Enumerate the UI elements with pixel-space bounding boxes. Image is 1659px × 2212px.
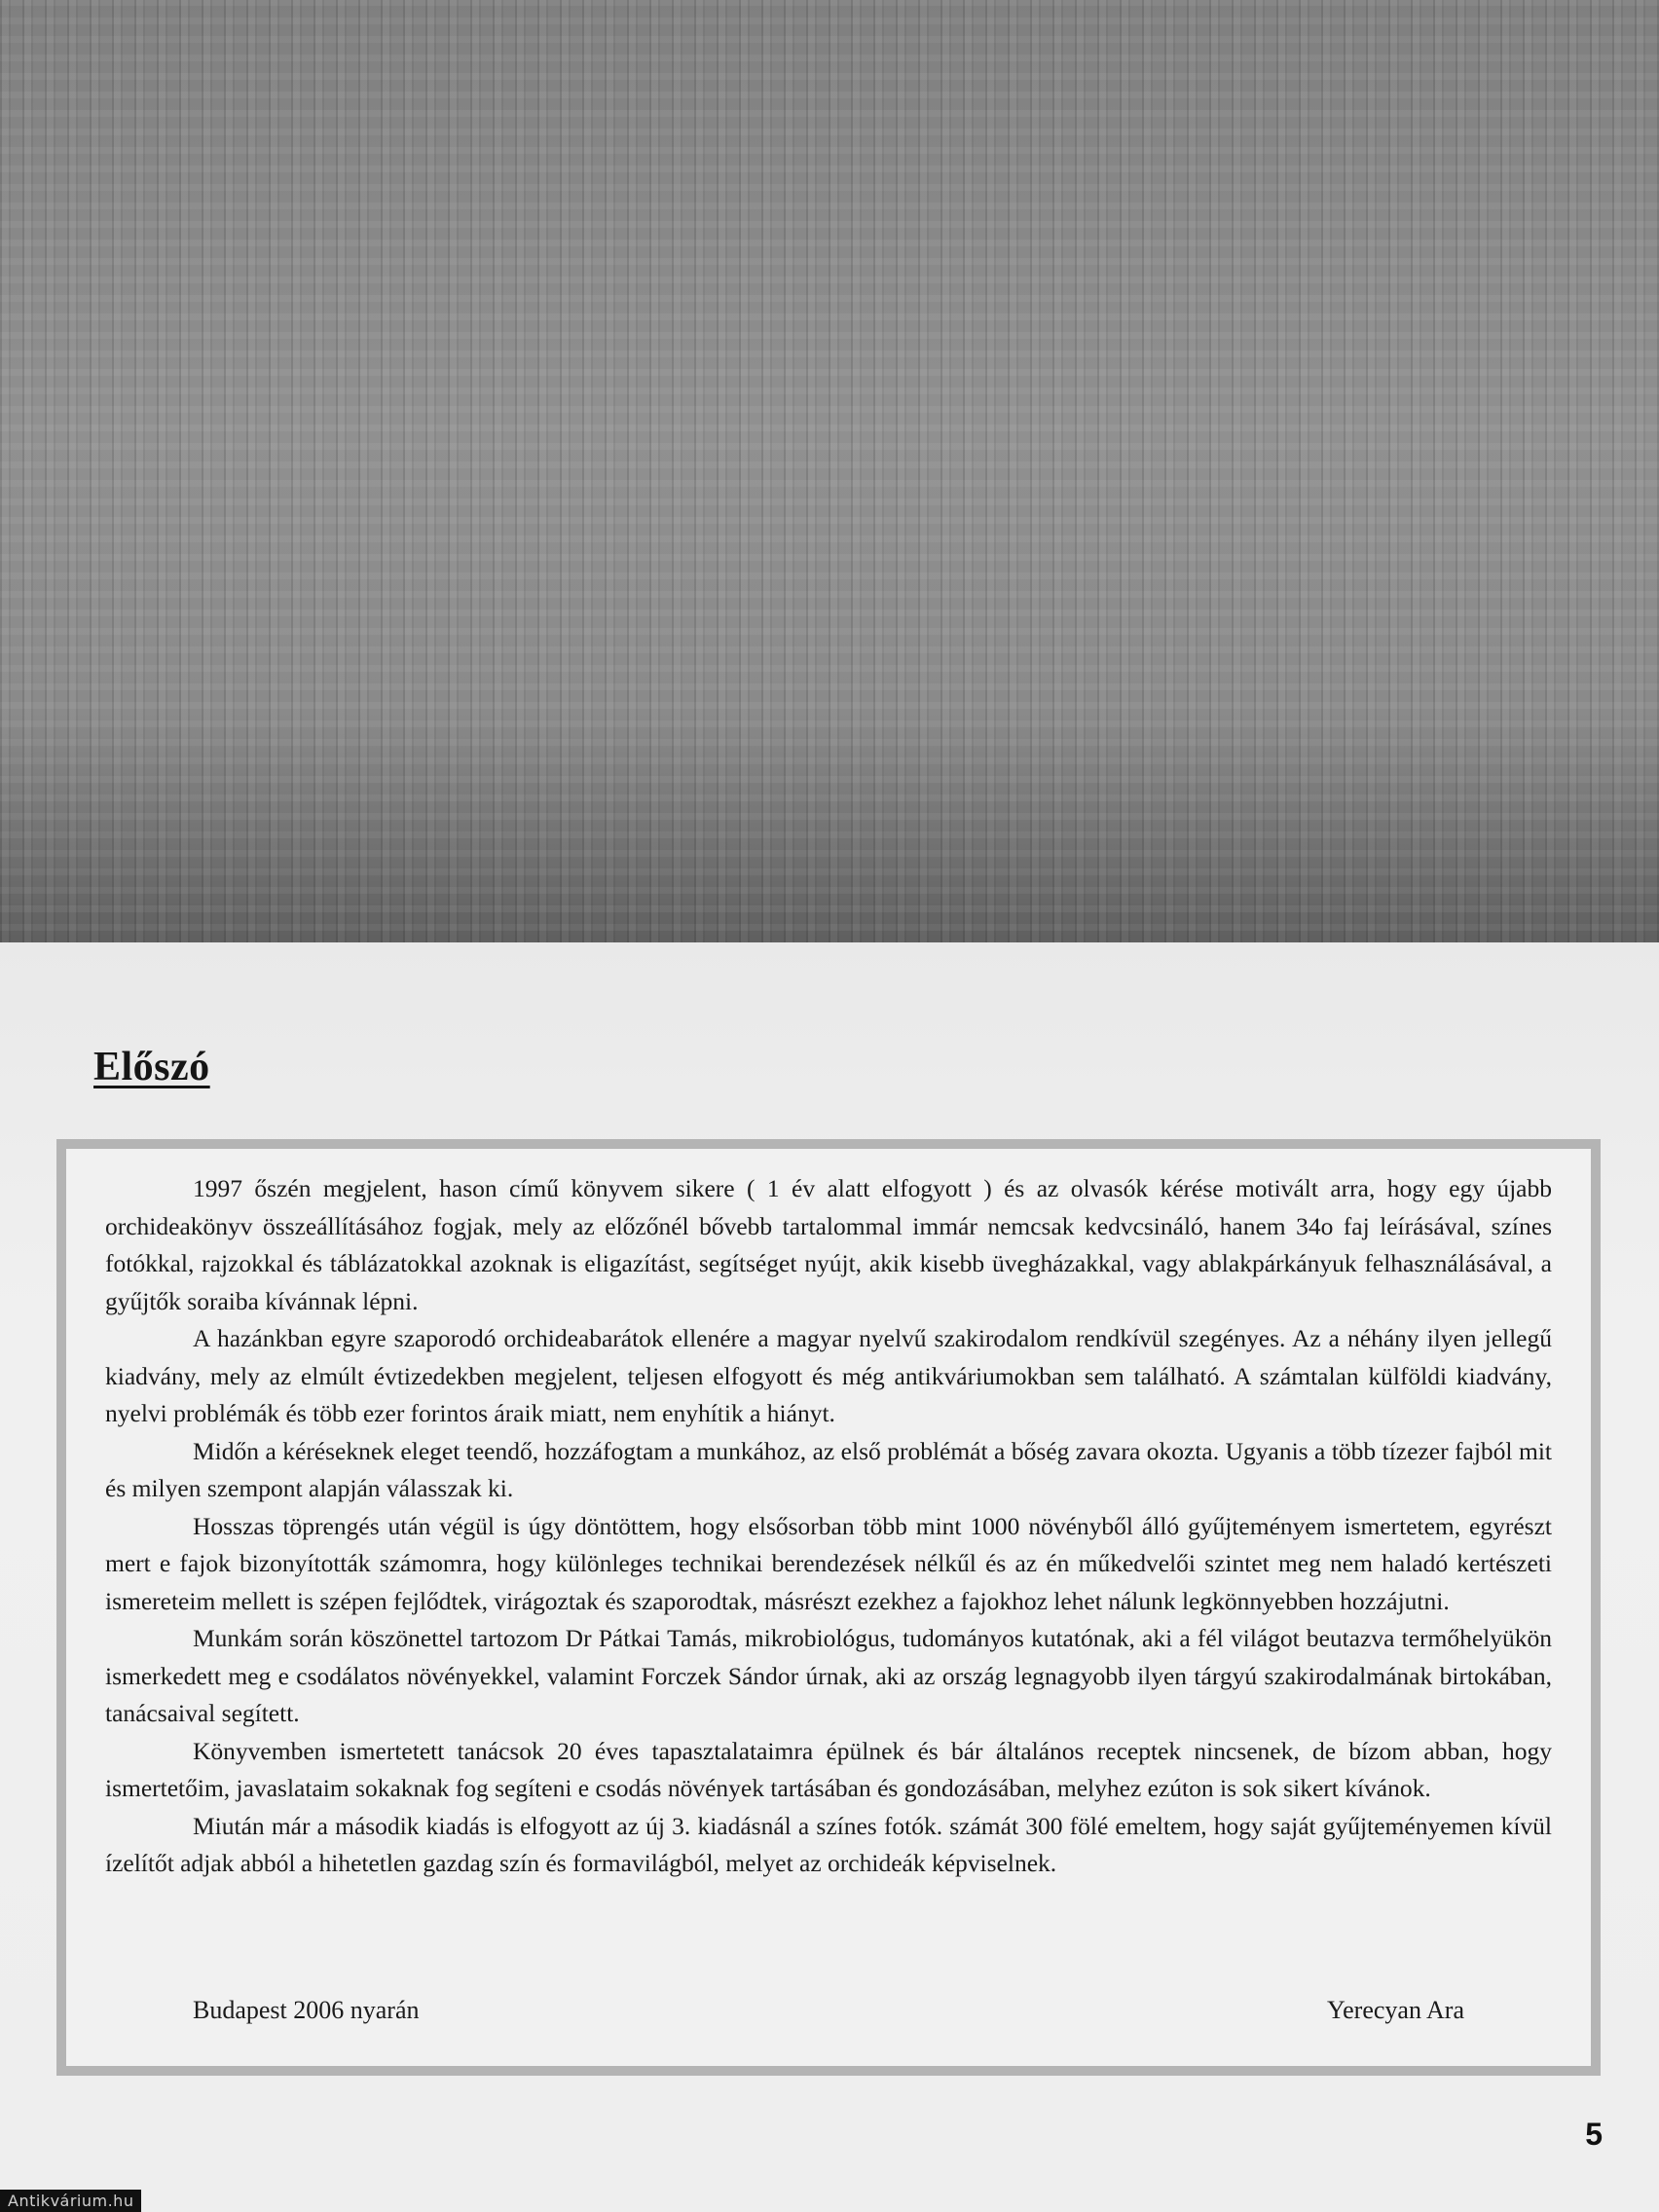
paragraph: A hazánkban egyre szaporodó orchideabarátok ellenére a magyar nyelvű szakirodalom rendkívül szegényes. Az a néhány ilyen jellegű kiadvány, mely az elmúlt évtizedekben megjelent, teljesen elfogyott és még antikváriumokban sem található. A számtalan külföldi kiadvány, nyelvi problémák és több ezer forintos áraik miatt, nem enyhítik a hiányt. xyxy=(105,1324,1552,1427)
watermark-label: Antikvárium.hu xyxy=(0,2190,141,2212)
signature-line xyxy=(193,1996,1464,2025)
background-surface xyxy=(0,0,1659,949)
paragraph: Midőn a kéréseknek eleget teendő, hozzáfogtam a munkához, az első problémát a bőség zavara okozta. Ugyanis a több tízezer fajból mit és milyen szempont alapján válasszak ki. xyxy=(105,1436,1552,1502)
paragraph: Miután már a második kiadás is elfogyott az új 3. kiadásnál a színes fotók. számát 300 fölé emeltem, hogy saját gyűjteményemen kívül ízelítőt adjak abból a hihetetlen gazdag szín és formavilágból, melyet az orchideák képviselnek. xyxy=(105,1811,1552,1877)
place-date: Budapest 2006 nyarán xyxy=(193,1996,420,2024)
page-number: 5 xyxy=(1585,2117,1603,2152)
paragraph: Hosszas töprengés után végül is úgy döntöttem, hogy elsősorban több mint 1000 növényből álló gyűjteményem ismertetem, egyrészt mert e fajok bizonyították számomra, hogy különleges technikai berendezések nélkűl és az én műkedvelői szintet meg nem haladó kertészeti ismereteim mellett is szépen fejlődtek, virágoztak és szaporodtak, másrészt ezekhez a fajokhoz lehet nálunk legkönnyebben hozzájutni. xyxy=(105,1511,1552,1615)
foreword-box xyxy=(56,1139,1601,2076)
paragraph: Munkám során köszönettel tartozom Dr Pátkai Tamás, mikrobiológus, tudományos kutatónak, aki a fél világot beutazva termőhelyükön ismerkedett meg e csodálatos növényekkel, valamint Forczek Sándor úrnak, aki az ország legnagyobb ilyen tárgyú szakirodalmának birtokában, tanácsaival segített. xyxy=(105,1624,1552,1727)
paragraph: 1997 őszén megjelent, hason című könyvem sikere ( 1 év alatt elfogyott ) és az olvasók kérése motivált arra, hogy egy újabb orchideakönyv összeállításához fogjak, mely az előzőnél bővebb tartalommal immár nemcsak kedvcsináló, hanem 34o faj leírásával, színes fotókkal, rajzokkal és táblázatokkal azoknak is eligazítást, segítséget nyújt, akik kisebb üvegházakkal, vagy ablakpárkányuk felhasználásával, a gyűjtők soraiba kívánnak lépni. xyxy=(105,1174,1552,1315)
paragraph: Könyvemben ismertetett tanácsok 20 éves tapasztalataimra épülnek és bár általános receptek nincsenek, de bízom abban, hogy ismertetőim, javaslataim sokaknak fog segíteni e csodás növények tartásában és gondozásában, melyhez ezúton is sok sikert kívánok. xyxy=(105,1736,1552,1802)
page-title: Előszó xyxy=(93,1045,210,1089)
author-name: Yerecyan Ara xyxy=(1326,1996,1464,2024)
foreword-text xyxy=(105,1170,1552,1883)
